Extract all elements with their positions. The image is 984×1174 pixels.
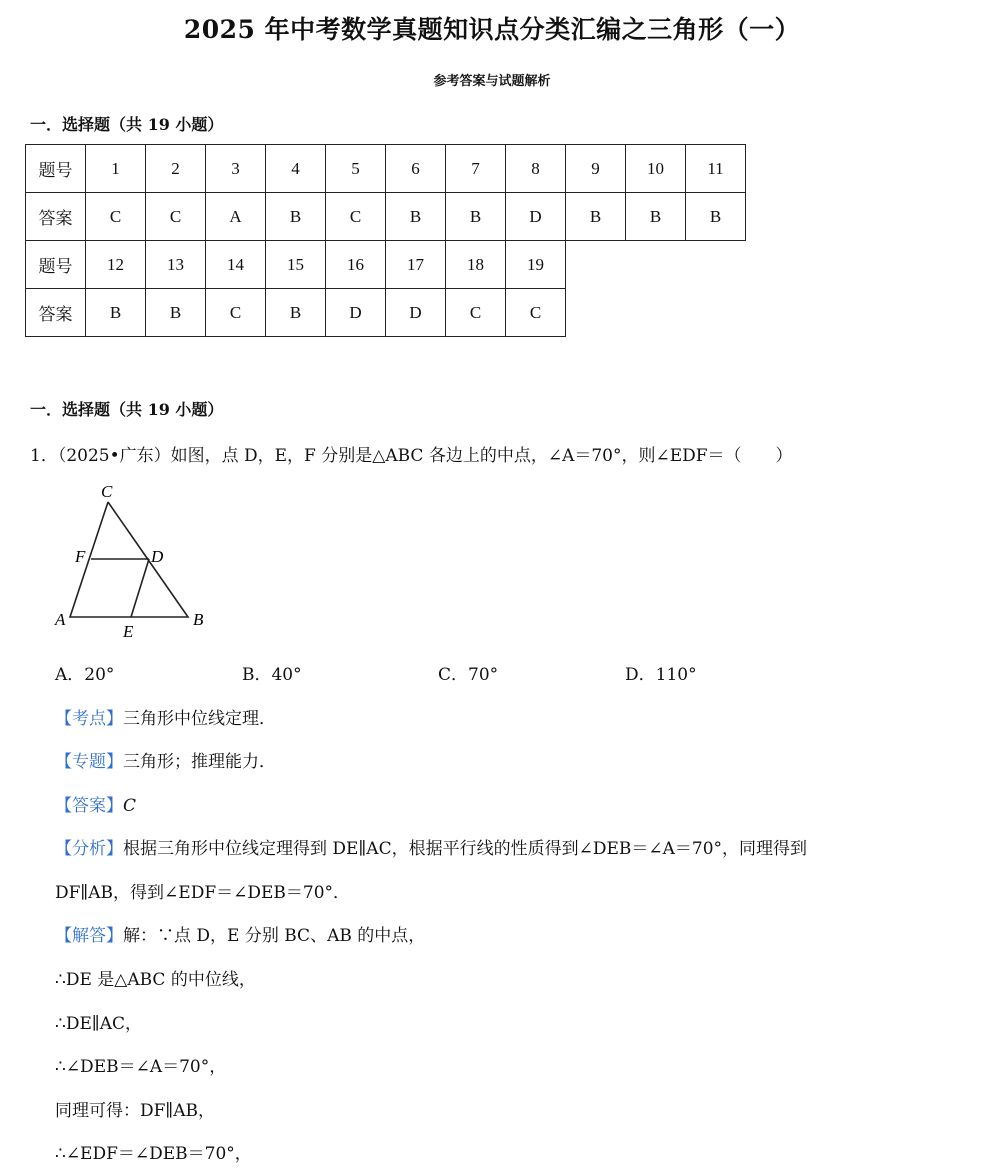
row-label: 题号 [26, 145, 86, 193]
table-row [26, 241, 746, 289]
label-d: D [151, 547, 164, 566]
table-cell: D [326, 289, 386, 337]
empty-cell [686, 241, 746, 289]
table-row [26, 193, 746, 241]
table-cell: B [266, 193, 326, 241]
empty-cell [686, 289, 746, 337]
table-cell: C [326, 193, 386, 241]
option-c: C．70° [438, 665, 499, 685]
table-cell: D [386, 289, 446, 337]
table-cell: C [446, 289, 506, 337]
row-label: 题号 [26, 241, 86, 289]
table-cell: 15 [266, 241, 326, 289]
jieda-line [55, 921, 425, 946]
table-cell: 16 [326, 241, 386, 289]
table-cell: B [146, 289, 206, 337]
label-c: C [101, 482, 113, 501]
label-b: B [193, 610, 204, 629]
solution-step: ∴∠DEB＝∠A＝70°， [55, 1057, 227, 1077]
table-cell: 5 [326, 145, 386, 193]
table-cell: 10 [626, 145, 686, 193]
empty-cell [626, 241, 686, 289]
table-cell: A [206, 193, 266, 241]
table-cell: C [86, 193, 146, 241]
fenxi-line [55, 834, 807, 859]
jieda-text: 解：∵点 D，E 分别 BC、AB 的中点， [123, 926, 426, 946]
fenxi-text-2: DF∥AB，得到∠EDF＝∠DEB＝70°． [55, 883, 351, 903]
table-cell: 18 [446, 241, 506, 289]
option-d: D．110° [625, 665, 697, 685]
table-cell: 12 [86, 241, 146, 289]
table-cell: 14 [206, 241, 266, 289]
empty-cell [566, 241, 626, 289]
table-cell: 3 [206, 145, 266, 193]
segment-de [131, 559, 149, 617]
table-cell: 9 [566, 145, 626, 193]
table-cell: 17 [386, 241, 446, 289]
table-cell: B [86, 289, 146, 337]
question-stem: 1．（2025•广东）如图，点 D，E，F 分别是△ABC 各边上的中点，∠A＝70°，则∠EDF＝（ ） [30, 446, 793, 466]
table-cell: B [626, 193, 686, 241]
zhuanti-line [55, 747, 276, 772]
option-a: A．20° [55, 665, 115, 685]
daan-line [55, 791, 136, 816]
page-title: 2025 年中考数学真题知识点分类汇编之三角形（一） [183, 15, 801, 44]
jieda-tag: 【解答】 [55, 926, 123, 946]
zhuanti-text: 三角形；推理能力． [123, 752, 276, 772]
label-a: A [55, 610, 66, 629]
table-cell: C [506, 289, 566, 337]
solution-step: 同理可得：DF∥AB， [55, 1101, 216, 1121]
section-heading: 一．选择题（共 19 小题） [30, 400, 224, 419]
answer-table [25, 144, 746, 337]
daan-tag: 【答案】 [55, 796, 123, 816]
solution-step: ∴DE 是△ABC 的中位线， [55, 970, 256, 990]
row-label: 答案 [26, 289, 86, 337]
table-cell: B [566, 193, 626, 241]
table-cell: 7 [446, 145, 506, 193]
daan-text: C [123, 796, 137, 816]
solution-step: ∴∠EDF＝∠DEB＝70°， [55, 1144, 252, 1164]
empty-cell [626, 289, 686, 337]
section-heading: 一．选择题（共 19 小题） [30, 115, 224, 134]
table-row [26, 145, 746, 193]
table-cell: 6 [386, 145, 446, 193]
kaodian-line [55, 704, 276, 729]
zhuanti-tag: 【专题】 [55, 752, 123, 772]
solution-step: ∴DE∥AC， [55, 1014, 142, 1034]
page-subtitle: 参考答案与试题解析 [433, 74, 551, 89]
table-cell: C [146, 193, 206, 241]
table-cell: 13 [146, 241, 206, 289]
triangle-figure [50, 480, 220, 645]
kaodian-text: 三角形中位线定理． [123, 709, 276, 729]
table-cell: B [266, 289, 326, 337]
table-cell: B [386, 193, 446, 241]
table-row [26, 289, 746, 337]
option-b: B．40° [242, 665, 302, 685]
table-cell: 4 [266, 145, 326, 193]
empty-cell [566, 289, 626, 337]
table-cell: 11 [686, 145, 746, 193]
table-cell: 1 [86, 145, 146, 193]
kaodian-tag: 【考点】 [55, 709, 123, 729]
row-label: 答案 [26, 193, 86, 241]
table-cell: 19 [506, 241, 566, 289]
label-f: F [75, 547, 86, 566]
fenxi-text-1: 根据三角形中位线定理得到 DE∥AC，根据平行线的性质得到∠DEB＝∠A＝70°，同理得到 [123, 839, 808, 859]
fenxi-tag: 【分析】 [55, 839, 123, 859]
table-cell: 2 [146, 145, 206, 193]
table-cell: D [506, 193, 566, 241]
table-cell: 8 [506, 145, 566, 193]
table-cell: C [206, 289, 266, 337]
table-cell: B [686, 193, 746, 241]
table-cell: B [446, 193, 506, 241]
label-e: E [123, 622, 134, 641]
